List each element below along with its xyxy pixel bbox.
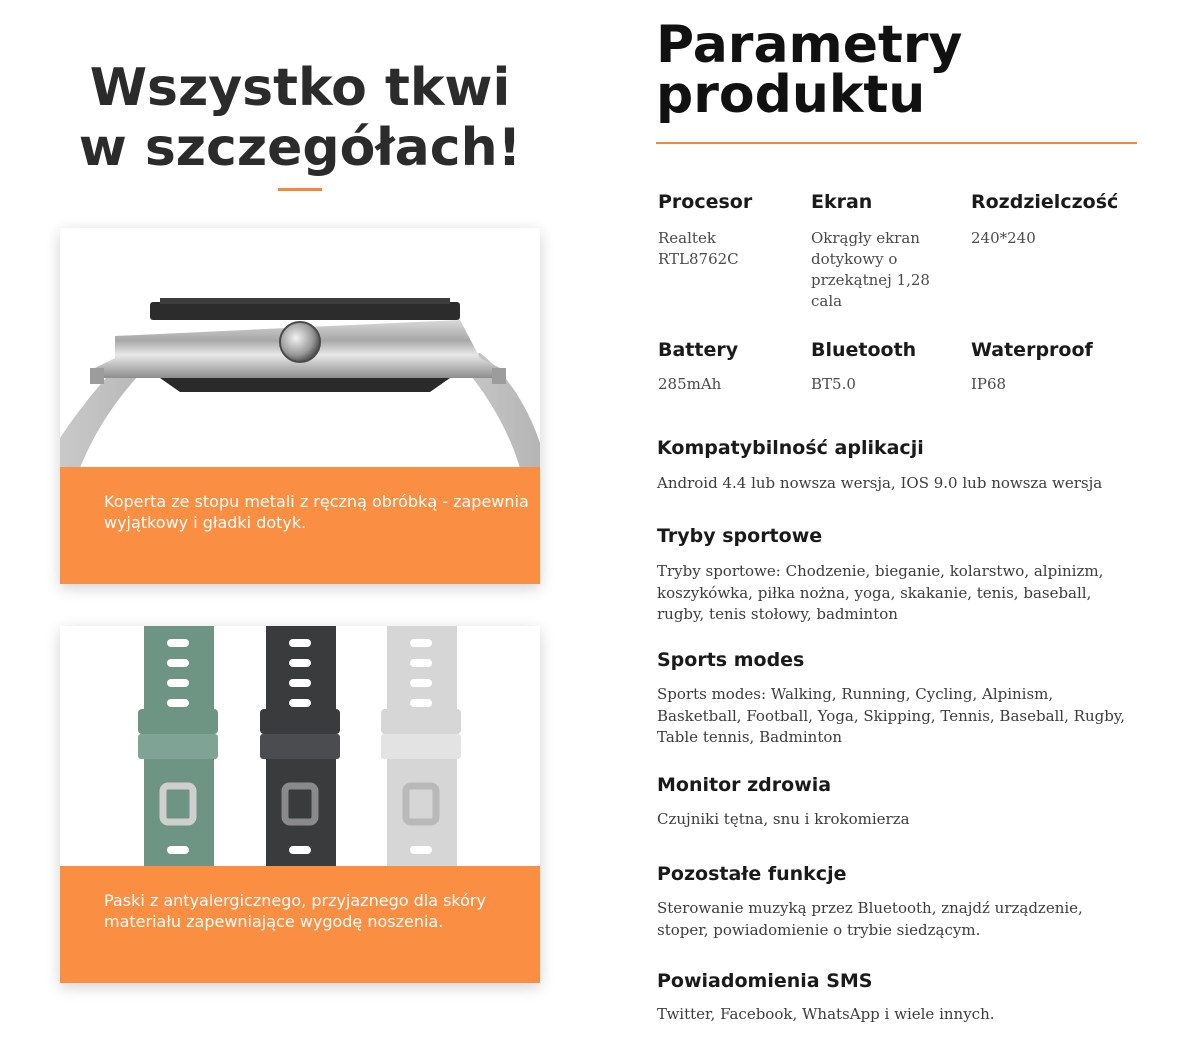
straps-caption-box [60, 866, 540, 983]
case-caption-box [60, 467, 540, 584]
straps-caption-text: Paski z antyalergicznego, przyjaznego dla skóry materiału zapewniające wygodę noszenia. [104, 891, 486, 931]
section-title-compatibility: Kompatybilność aplikacji [657, 437, 924, 459]
section-title-sport-modes-en: Sports modes [657, 649, 805, 671]
spec-value-processor: Realtek RTL8762C [658, 229, 739, 268]
section-text-health: Czujniki tętna, snu i krokomierza [657, 810, 910, 828]
case-caption-text: Koperta ze stopu metali z ręczną obróbką - zapewnia wyjątkowy i gładki dotyk. [104, 492, 529, 532]
section-text-sms: Twitter, Facebook, WhatsApp i wiele innych. [657, 1005, 995, 1023]
watch-case-image [60, 228, 540, 468]
section-title-sport-modes-pl: Tryby sportowe [657, 525, 823, 547]
left-heading: Wszystko tkwi w szczegółach! [78, 58, 522, 178]
spec-value-screen: Okrągły ekran dotykowy o przekątnej 1,28 cala [811, 229, 930, 310]
section-text-other-features: Sterowanie muzyką przez Bluetooth, znajdź urządzenie, stoper, powiadomienie o trybie siedzącym. [657, 899, 1083, 939]
spec-value-bluetooth: BT5.0 [811, 375, 856, 393]
params-heading: Parametry produktu [656, 15, 963, 125]
params-divider [656, 142, 1137, 144]
section-title-other-features: Pozostałe funkcje [657, 863, 847, 885]
section-text-compatibility: Android 4.4 lub nowsza wersja, IOS 9.0 lub nowsza wersja [657, 474, 1103, 492]
spec-label-screen: Ekran [811, 191, 873, 213]
heading-underline [278, 188, 322, 191]
spec-value-battery: 285mAh [658, 375, 722, 393]
feature-card-case [60, 228, 540, 584]
spec-label-resolution: Rozdzielczość [971, 191, 1119, 213]
spec-value-waterproof: IP68 [971, 375, 1007, 393]
watch-straps-image [60, 626, 540, 866]
section-text-sport-modes-en: Sports modes: Walking, Running, Cycling, Alpinism, Basketball, Football, Yoga, Skipping, Tennis, Baseball, Rugby, Table tennis, Badminton [657, 685, 1126, 746]
spec-label-bluetooth: Bluetooth [811, 339, 917, 361]
feature-card-straps [60, 626, 540, 983]
section-title-health: Monitor zdrowia [657, 774, 832, 796]
spec-value-resolution: 240*240 [971, 229, 1036, 247]
spec-label-waterproof: Waterproof [971, 339, 1093, 361]
section-title-sms: Powiadomienia SMS [657, 970, 873, 992]
section-text-sport-modes-pl: Tryby sportowe: Chodzenie, bieganie, kolarstwo, alpinizm, koszykówka, piłka nożna, yoga, skakanie, tenis, baseball, rugby, tenis stołowy, badminton [657, 562, 1104, 623]
spec-label-processor: Procesor [658, 191, 753, 213]
spec-label-battery: Battery [658, 339, 739, 361]
